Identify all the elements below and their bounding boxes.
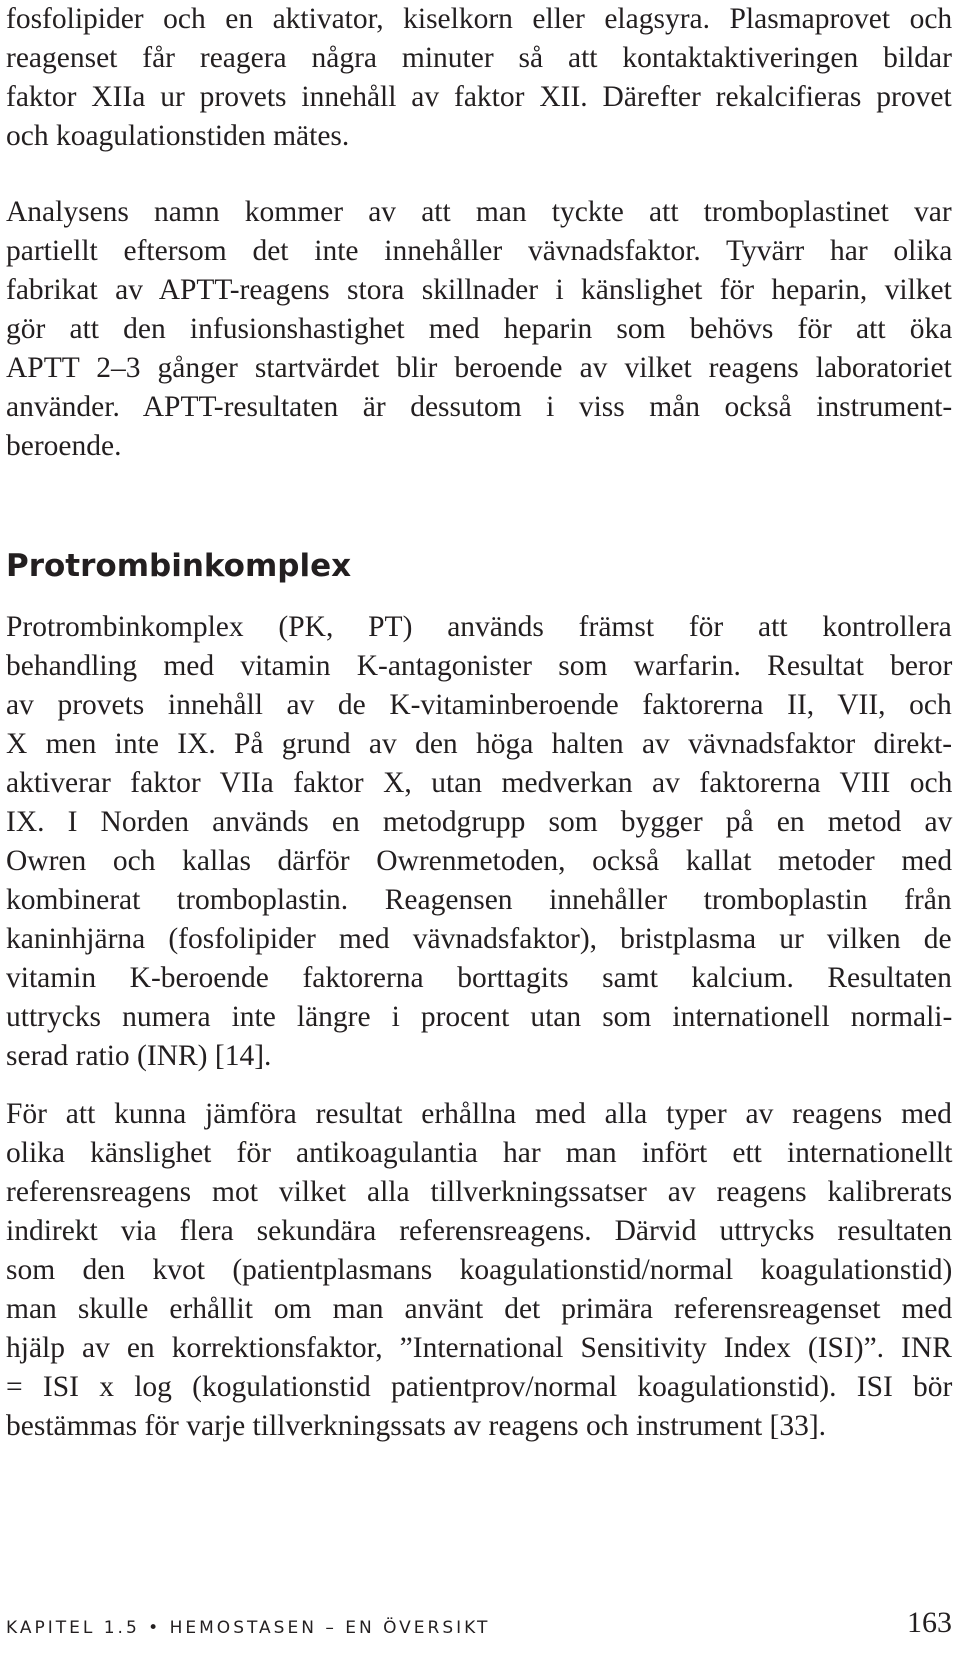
text-line: beroende. (6, 430, 122, 462)
text-line: bestämmas för varje tillverkningssats av reagens och instrument [33]. (6, 1410, 827, 1442)
text-line: hjälp av en korrektionsfaktor, ”International Sensitivity Index (ISI)”. INR (6, 1332, 952, 1364)
text-line: och koagulationstiden mätes. (6, 120, 350, 152)
text-line: referensreagens mot vilket alla tillverkningssatser av reagens kalibrerats (6, 1176, 953, 1208)
text-line: Analysens namn kommer av att man tyckte att tromboplastinet var (6, 196, 952, 228)
text-line: olika känslighet för antikoagulantia har man infört ett internationellt (6, 1137, 953, 1169)
text-line: fabrikat av APTT-reagens stora skillnader i känslighet för heparin, vilket (6, 274, 952, 306)
running-head: KAPITEL 1.5 • HEMOSTASEN – EN ÖVERSIKT (6, 1618, 491, 1638)
text-line: kaninhjärna (fosfolipider med vävnadsfaktor), bristplasma ur vilken de (6, 923, 952, 955)
text-line: gör att den infusionshastighet med heparin som behövs för att öka (6, 313, 953, 345)
text-line: För att kunna jämföra resultat erhållna med alla typer av reagens med (6, 1098, 952, 1130)
text-line: Protrombinkomplex (PK, PT) används främst för att kontrollera (6, 611, 952, 643)
paragraph-aptt-name (6, 193, 952, 466)
text-line: partiellt eftersom det inte innehåller vävnadsfaktor. Tyvärr har olika (6, 235, 953, 267)
text-line: uttrycks numera inte längre i procent utan som internationell normali- (6, 1001, 953, 1033)
text-line: av provets innehåll av de K-vitaminberoende faktorerna II, VII, och (6, 689, 952, 721)
text-line: man skulle erhållit om man använt det primära referensreagenset med (6, 1293, 953, 1325)
text-line: indirekt via flera sekundära referensreagens. Därvid uttrycks resultaten (6, 1215, 953, 1247)
text-line: faktor XIIa ur provets innehåll av faktor XII. Därefter rekalcifieras provet (6, 81, 952, 113)
page-footer (6, 1606, 952, 1646)
text-line: aktiverar faktor VIIa faktor X, utan medverkan av faktorerna VIII och (6, 767, 953, 799)
text-line: som den kvot (patientplasmans koagulationstid/normal koagulationstid) (6, 1254, 953, 1286)
text-line: APTT 2–3 gånger startvärdet blir beroende av vilket reagens laboratoriet (6, 352, 952, 384)
text-line: fosfolipider och en aktivator, kiselkorn eller elagsyra. Plasmaprovet och (6, 3, 953, 35)
text-line: kombinerat tromboplastin. Reagensen innehåller tromboplastin från (6, 884, 952, 916)
section-heading: Protrombinkomplex (6, 548, 352, 584)
text-line: IX. I Norden används en metodgrupp som bygger på en metod av (6, 806, 953, 838)
text-line: serad ratio (INR) [14]. (6, 1040, 272, 1072)
paragraph-protrombinkomplex (6, 608, 952, 1076)
text-line: = ISI x log (kogulationstid patientprov/normal koagulationstid). ISI bör (6, 1371, 953, 1403)
text-line: reagenset får reagera några minuter så att kontaktaktiveringen bildar (6, 42, 952, 74)
text-line: X men inte IX. På grund av den höga halten av vävnadsfaktor direkt- (6, 728, 953, 760)
text-line: använder. APTT-resultaten är dessutom i viss mån också instrument- (6, 391, 953, 423)
text-line: behandling med vitamin K-antagonister som warfarin. Resultat beror (6, 650, 953, 682)
paragraph-aptt-method (6, 0, 952, 156)
text-line: vitamin K-beroende faktorerna borttagits samt kalcium. Resultaten (6, 962, 952, 994)
paragraph-inr (6, 1095, 952, 1446)
text-line: Owren och kallas därför Owrenmetoden, också kallat metoder med (6, 845, 953, 877)
page-number: 163 (907, 1606, 952, 1639)
